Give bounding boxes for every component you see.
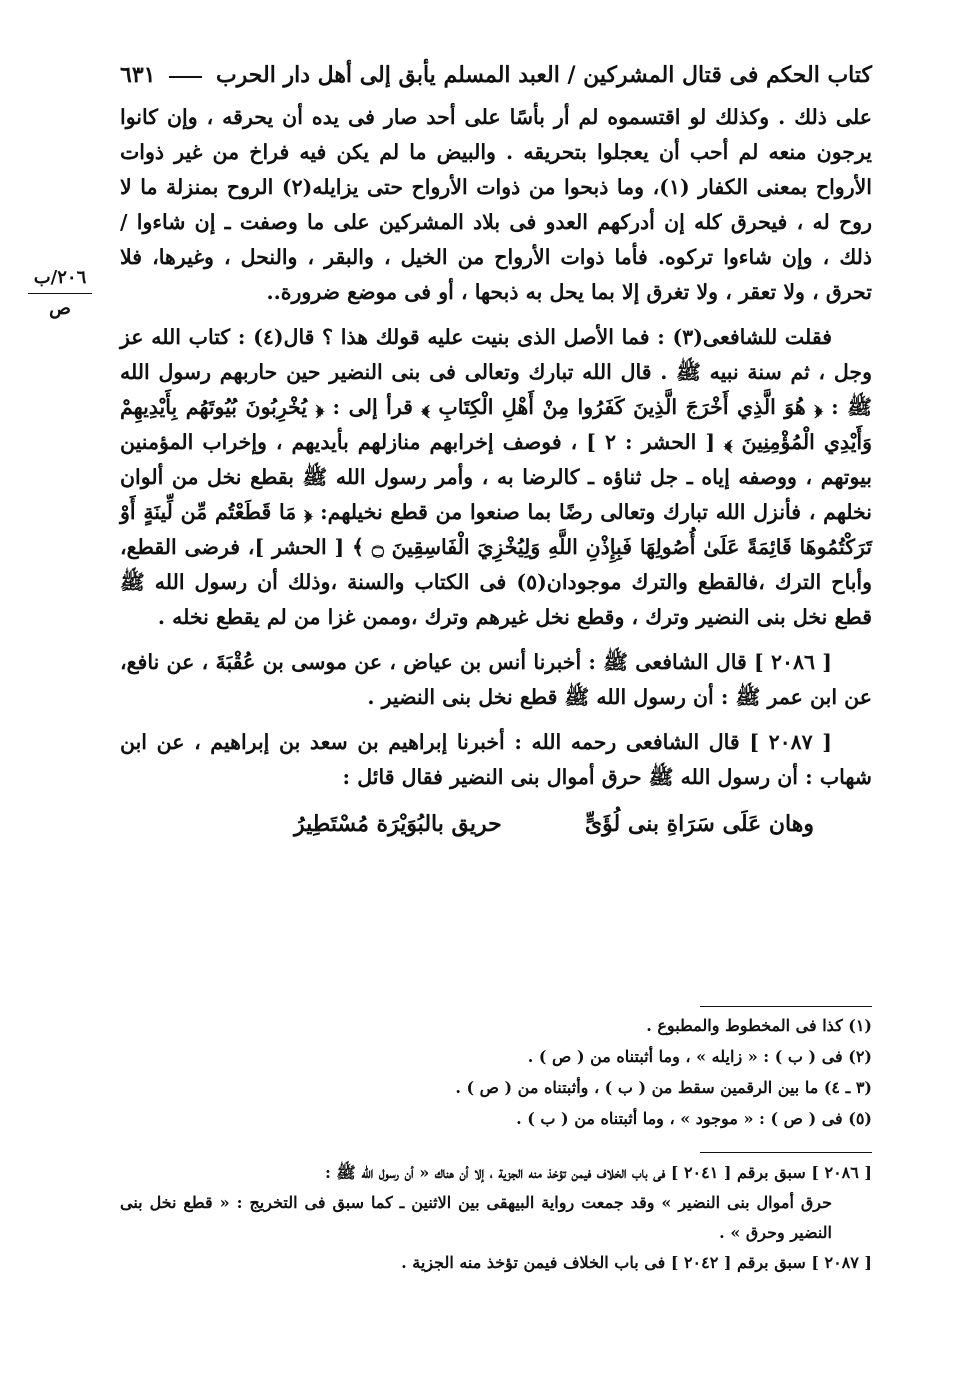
paragraph-1: على ذلك . وكذلك لو اقتسموه لم أر بأسًا على أحد صار فى يده أن يحرقه ، وإن كانوا يرجون منعه لم أحب أن يعجلوا بتحريقه . والبيض ما لم يكن فيه فراخ من غير ذوات الأرواح بمعنى الكفار (١)، وما ذبحوا من ذوات الأرواح حتى يزايله(٢) الروح بمنزلة ما لا روح له ، فيحرق كله إن أدركهم العدو فى بلاد المشركين على ما وصفت ـ إن شاءوا / ذلك ، وإن شاءوا تركوه. فأما ذوات الأرواح من الخيل ، والبقر ، والنحل ، وغيرها، فلا تحرق ، ولا تعقر ، ولا تغرق إلا بما يحل به ذبحها ، أو فى موضع ضرورة.. (120, 105, 872, 304)
footnote-separator (700, 1006, 872, 1007)
reference-2086-continued: حرق أموال بنى النضير » وقد جمعت رواية البيهقى بين الاثنين ـ كما سبق فى التخريج : « قطع نخل بنى النضير وحرق » . (120, 1193, 832, 1242)
paragraph-2: فقلت للشافعى(٣) : فما الأصل الذى بنيت عليه قولك هذا ؟ قال(٤) : كتاب الله عز وجل ، ثم سنة نبيه ﷺ . قال الله تبارك وتعالى فى بنى النضير حين حاربهم رسول الله ﷺ : ﴿ هُوَ الَّذِي أَخْرَجَ الَّذِينَ كَفَرُوا مِنْ أَهْلِ الْكِتَابِ ﴾ قرأ إلى : ﴿ يُخْرِبُونَ بُيُوتَهُم بِأَيْدِيهِمْ وَأَيْدِي الْمُؤْمِنِينَ ﴾ [ الحشر : ٢ ] ، فوصف إخرابهم منازلهم بأيديهم ، وإخراب المؤمنين بيوتهم ، ووصفه إياه ـ جل ثناؤه ـ كالرضا به ، وأمر رسول الله ﷺ بقطع نخل من ألوان نخلهم ، فأنزل الله تبارك وتعالى رضًا بما صنعوا من قطع نخيلهم: ﴿ مَا قَطَعْتُم مِّن لِّينَةٍ أَوْ تَرَكْتُمُوهَا قَائِمَةً عَلَىٰ أُصُولِهَا فَبِإِذْنِ اللَّهِ وَلِيُخْزِيَ الْفَاسِقِينَ ۝ ﴾ [ الحشر ]، فرضى القطع، وأباح الترك ،فالقطع والترك موجودان(٥) فى الكتاب والسنة ،وذلك أن رسول الله ﷺ قطع نخل بنى النضير وترك ، وقطع نخل غيرهم وترك ،وممن غزا من لم يقطع نخله . (120, 325, 873, 629)
verse-hemistich-1: وهان عَلَى سَرَاةِ بنى لُؤَىٍّ (584, 811, 814, 837)
footnote-3-4: (٣ ـ ٤) ما بين الرقمين سقط من ( ب ) ، وأثبتناه من ( ص ) . (455, 1078, 872, 1097)
running-header (120, 55, 872, 95)
footnote-5: (٥) فى ( ص ) : « موجود » ، وما أثبتناه من ( ب ) . (516, 1109, 872, 1128)
poetry-verse (294, 807, 814, 842)
header-rule (169, 76, 201, 78)
reference-2086: [ ٢٠٨٦ ] سبق برقم [ ٢٠٤١ ] فى باب الخلاف فيمن تؤخذ منه الجزية ، إلا أن هناك « أن رسول الله ﷺ : (324, 1163, 872, 1182)
cross-references (120, 1158, 872, 1278)
header-title: كتاب الحكم فى قتال المشركين / العبد المسلم يأبق إلى أهل دار الحرب (215, 62, 872, 88)
footnotes (120, 1010, 872, 1134)
footnote-1: (١) كذا فى المخطوط والمطبوع . (646, 1016, 872, 1035)
verse-hemistich-2: حريق بالبُوَيْرَة مُسْتَطِيرُ (294, 811, 502, 837)
margin-folio-note (22, 263, 98, 324)
manuscript-siglum: ص (49, 298, 71, 319)
hadith-2086: [ ٢٠٨٦ ] قال الشافعى ﷺ : أخبرنا أنس بن عياض ، عن موسى بن عُقْبَةَ ، عن نافع، عن ابن عمر ﷺ : أن رسول الله ﷺ قطع نخل بنى النضير . (120, 650, 872, 709)
references-separator (700, 1152, 872, 1153)
page-number: ٦٣١ (120, 62, 156, 88)
folio-reference: ٢٠٦/ب (33, 267, 87, 288)
hadith-2087: [ ٢٠٨٧ ] قال الشافعى رحمه الله : أخبرنا إبراهيم بن سعد بن إبراهيم ، عن ابن شهاب : أن رسول الله ﷺ حرق أموال بنى النضير فقال قائل : (120, 730, 872, 789)
main-text (120, 100, 872, 842)
reference-2087: [ ٢٠٨٧ ] سبق برقم [ ٢٠٤٢ ] فى باب الخلاف فيمن تؤخذ منه الجزية . (401, 1253, 872, 1272)
footnote-2: (٢) فى ( ب ) : « زايله » ، وما أثبتناه من ( ص ) . (527, 1047, 872, 1066)
